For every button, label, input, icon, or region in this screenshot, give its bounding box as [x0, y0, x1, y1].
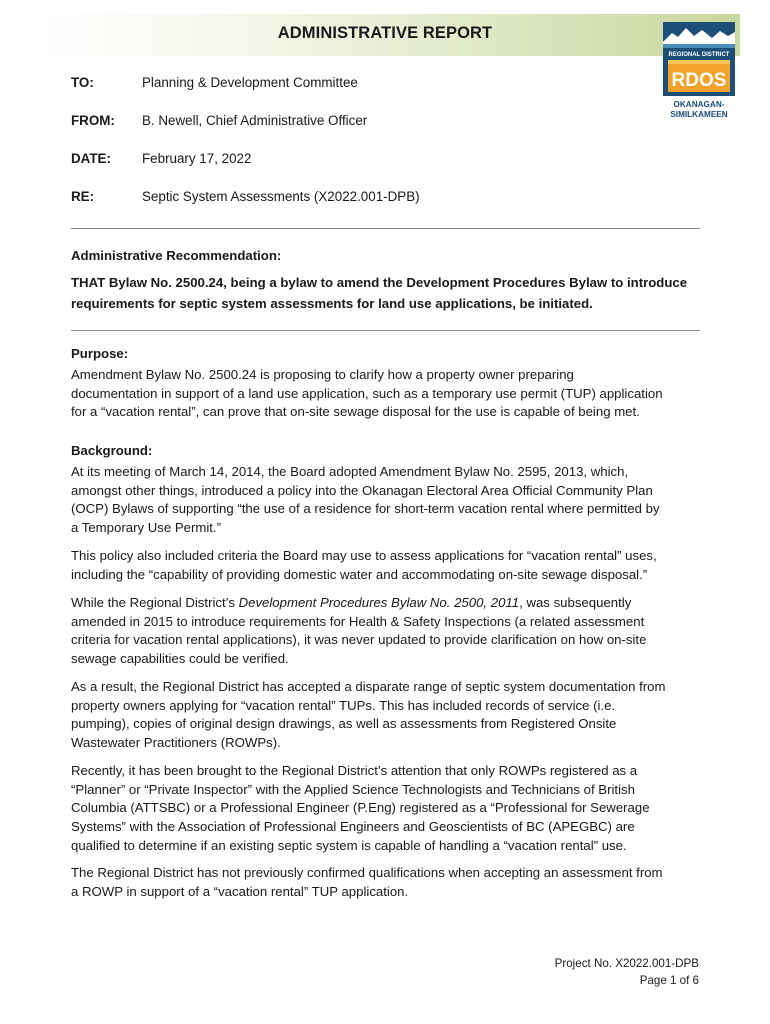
background-line: sewage capabilities could be verified.: [71, 651, 289, 667]
background-line: including the “capability of providing domestic water and accommodating on-site sewage disposal.”: [71, 566, 648, 582]
report-title: ADMINISTRATIVE REPORT: [277, 24, 493, 42]
divider-middle: [71, 330, 700, 331]
memo-key-re: RE:: [71, 189, 95, 204]
background-line: a ROWP in support of a “vacation rental” TUP application.: [71, 883, 409, 899]
background-line: At its meeting of March 14, 2014, the Board adopted Amendment Bylaw No. 2595, 2013, which,: [71, 464, 629, 479]
purpose-line: for a “vacation rental”, can prove that on-site sewage disposal for the use is capable of being met.: [71, 404, 640, 420]
memo-value-date: February 17, 2022: [142, 151, 252, 166]
text-run: While the Regional District’s: [71, 595, 239, 610]
background-line: amended in 2015 to introduce requirements for Health & Safety Inspections (a related assessment: [71, 613, 645, 629]
memo-key-to: TO:: [71, 75, 94, 90]
background-line: As a result, the Regional District has accepted a disparate range of septic system documentation from: [71, 679, 666, 694]
text-run: , was subsequently: [519, 595, 632, 610]
background-paragraph-1: [71, 463, 703, 538]
recommendation-line: THAT Bylaw No. 2500.24, being a bylaw to amend the Development Procedures Bylaw to introduce: [71, 275, 688, 290]
purpose-heading: Purpose:: [71, 346, 129, 361]
background-line: Systems” with the Association of Professional Engineers and Geoscientists of BC (APEGBC) are: [71, 819, 635, 835]
background-line: amongst other things, introduced a policy into the Okanagan Electoral Area Official Community Plan: [71, 482, 653, 498]
background-paragraph-4: [71, 678, 703, 753]
recommendation-heading: Administrative Recommendation:: [71, 248, 282, 263]
background-line: property owners applying for “vacation rental” TUPs. This has included records of service (i.e.: [71, 697, 616, 713]
recommendation-line: requirements for septic system assessments for land use applications, be initiated.: [71, 295, 593, 311]
memo-key-from: FROM:: [71, 113, 115, 128]
background-line: Wastewater Practitioners (ROWPs).: [71, 735, 281, 751]
background-paragraph-6: [71, 864, 703, 901]
background-line: This policy also included criteria the Board may use to assess applications for “vacation rental” uses,: [71, 548, 657, 563]
page-footer: [555, 955, 699, 989]
rdos-logo: [662, 22, 736, 128]
recommendation-text: [71, 273, 703, 314]
background-paragraph-5: [71, 762, 703, 856]
footer-project-number: Project No. X2022.001-DPB: [554, 957, 699, 970]
background-paragraph-3: [71, 594, 703, 669]
purpose-paragraph: [71, 366, 703, 422]
background-line: (OCP) Bylaws of supporting “the use of a residence for short-term vacation rental where permitted by: [71, 501, 660, 517]
background-paragraph-2: [71, 547, 703, 584]
memo-key-date: DATE:: [71, 151, 111, 166]
background-heading: Background:: [71, 443, 153, 458]
logo-top-text: REGIONAL DISTRICT: [668, 52, 730, 58]
bylaw-title-italic: Development Procedures Bylaw No. 2500, 2011: [238, 595, 520, 610]
background-line: qualified to determine if an existing septic system is capable of handling a “vacation rental” use.: [71, 837, 627, 853]
logo-name-line-2: SIMILKAMEEN: [670, 110, 728, 119]
background-line: pumping), copies of original design drawings, as well as assessments from Registered Onsite: [71, 716, 617, 732]
background-line: [71, 594, 703, 613]
logo-name: [658, 100, 740, 120]
purpose-line: Amendment Bylaw No. 2500.24 is proposing to clarify how a property owner preparing: [71, 367, 574, 382]
memo-value-from: B. Newell, Chief Administrative Officer: [142, 113, 368, 128]
background-line: criteria for vacation rental applications), it was never updated to provide clarification on how on-site: [71, 632, 647, 648]
background-line: a Temporary Use Permit.”: [71, 520, 221, 536]
background-line: Columbia (ATTSBC) or a Professional Engineer (P.Eng) registered as a “Professional for Sewerage: [71, 800, 650, 816]
memo-value-re: Septic System Assessments (X2022.001-DPB): [142, 189, 420, 204]
background-line: Recently, it has been brought to the Regional District’s attention that only ROWPs registered as a: [71, 763, 638, 778]
rdos-logo-mark: [662, 22, 736, 98]
logo-acronym: RDOS: [671, 70, 727, 91]
memo-value-to: Planning & Development Committee: [142, 75, 358, 90]
background-line: “Planner” or “Private Inspector” with the Applied Science Technologists and Technicians of British: [71, 781, 635, 797]
logo-name-line-1: OKANAGAN-: [673, 100, 725, 109]
purpose-line: documentation in support of a land use application, such as a temporary use permit (TUP) application: [71, 385, 663, 401]
footer-page-number: Page 1 of 6: [639, 974, 699, 987]
divider-top: [71, 228, 700, 229]
background-line: The Regional District has not previously confirmed qualifications when accepting an assessment from: [71, 865, 663, 880]
